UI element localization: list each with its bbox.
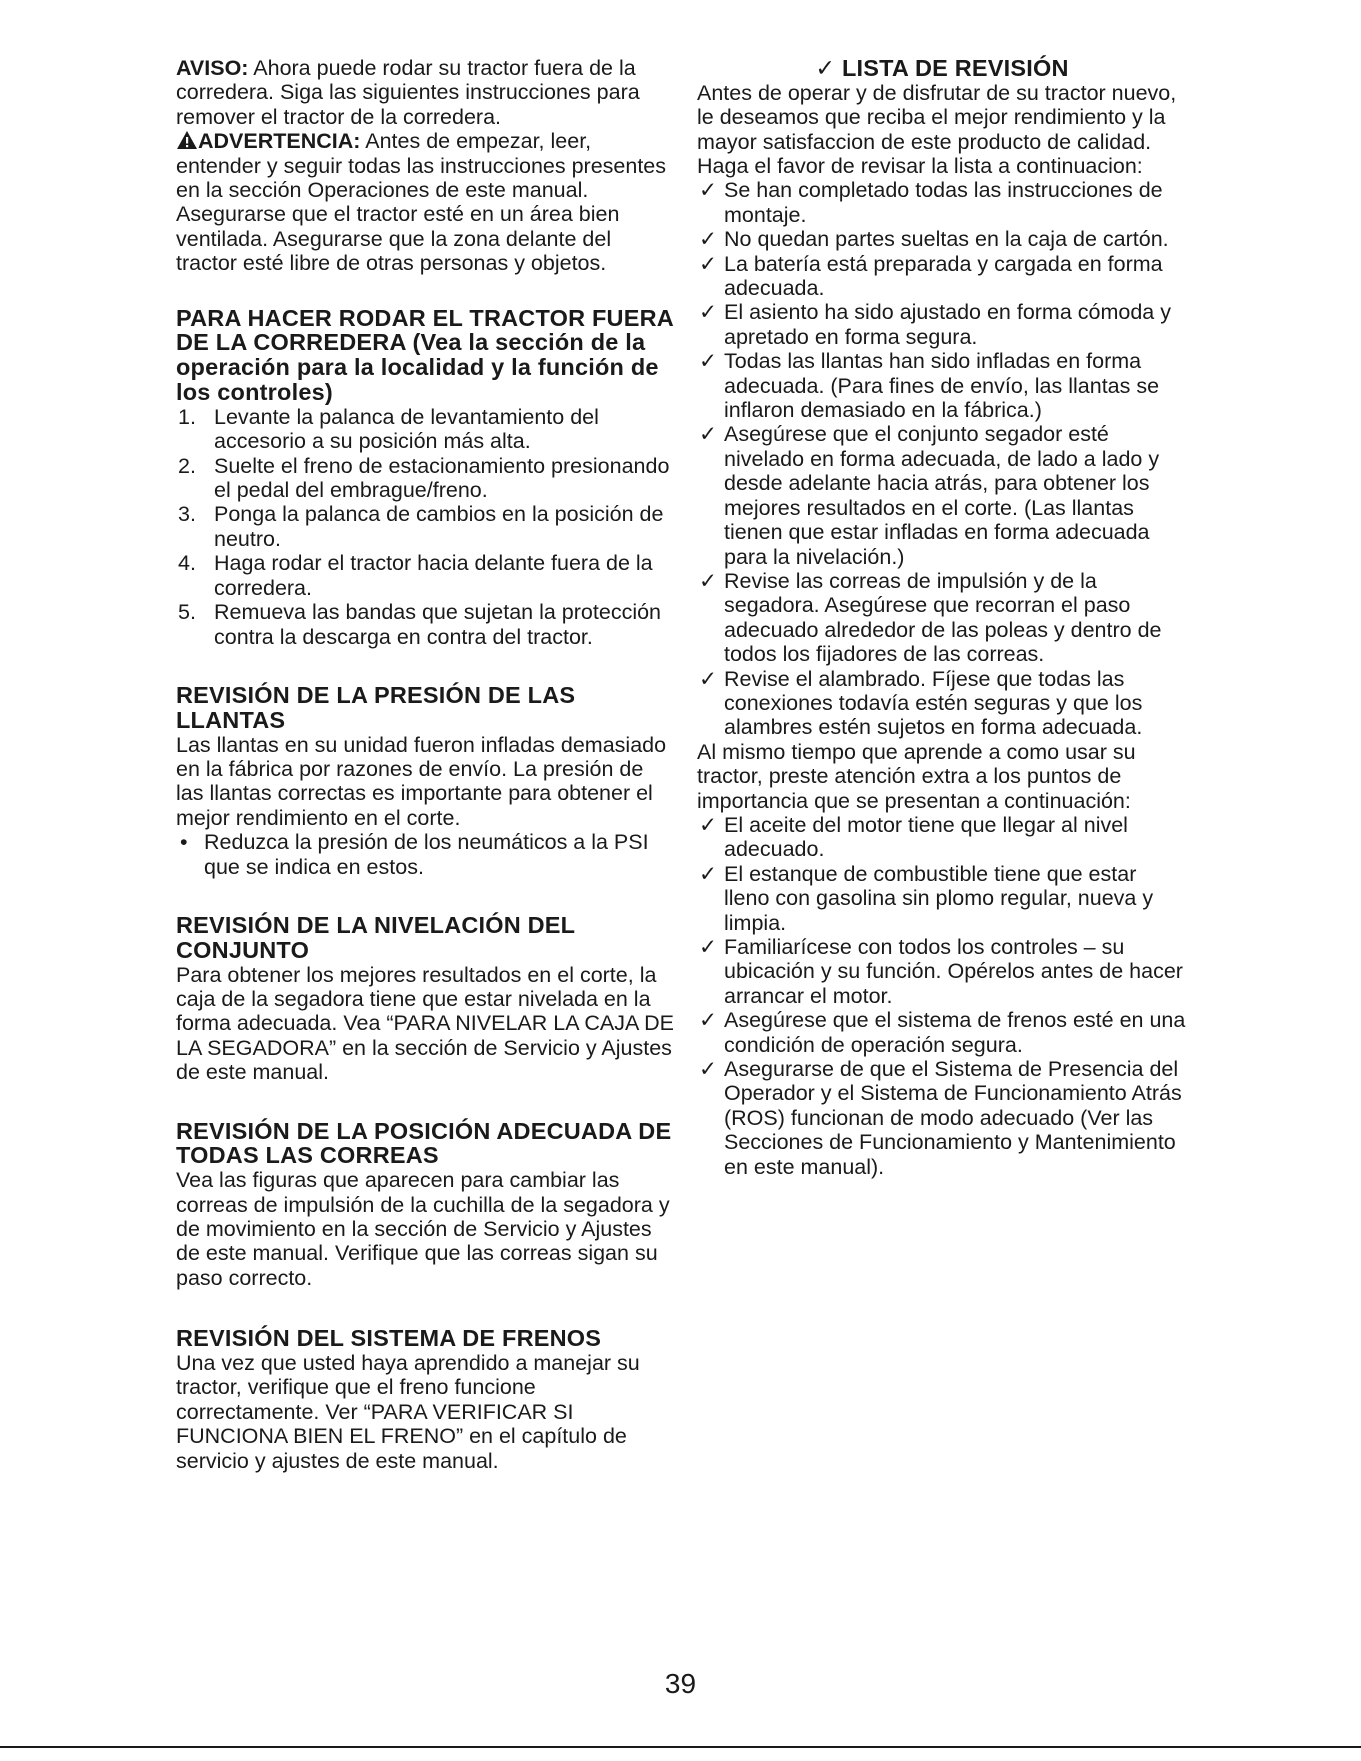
section-rodar	[176, 306, 676, 649]
aviso-paragraph	[176, 56, 676, 129]
step-text: Suelte el freno de estacionamiento presionando el pedal del embrague/freno.	[214, 453, 670, 503]
section-text: Una vez que usted haya aprendido a manejar su tractor, verifique que el freno funcione correctamente. Ver “PARA VERIFICAR SI FUNCIONA BIEN EL FRENO” en el capítulo de servicio y ajustes de este manual.	[176, 1350, 640, 1473]
step-number: 4.	[178, 551, 196, 576]
checklist-item	[697, 569, 1187, 667]
list-item	[176, 551, 676, 600]
left-column	[176, 56, 676, 1473]
check-icon: ✓	[699, 1057, 718, 1082]
checklist-item-text: Revise el alambrado. Fíjese que todas las conexiones todavía estén seguras y que los alambres estén sujetos en forma adecuada.	[724, 666, 1143, 740]
step-number: 1.	[178, 404, 196, 429]
step-number: 2.	[178, 453, 196, 478]
warning-paragraph	[176, 129, 676, 275]
check-icon: ✓	[699, 812, 718, 837]
checklist-item	[697, 300, 1187, 349]
check-icon: ✓	[699, 251, 718, 276]
checklist-intro: Antes de operar y de disfrutar de su tractor nuevo, le deseamos que reciba el mejor rendimiento y la mayor satisfaccion de este producto de calidad.	[697, 80, 1177, 154]
check-icon: ✓	[699, 861, 718, 886]
checklist-item	[697, 422, 1187, 568]
check-icon: ✓	[699, 227, 718, 252]
section-llantas	[176, 683, 676, 879]
checklist-item-text: Todas las llantas han sido infladas en forma adecuada. (Para fines de envío, las llantas se inflaron demasiado en la fábrica.)	[724, 349, 1160, 423]
checklist-item-text: El aceite del motor tiene que llegar al nivel adecuado.	[724, 812, 1128, 862]
warning-text: Antes de empezar, leer, entender y seguir todas las instrucciones presentes en la sección Operaciones de este manual. Asegurarse que el tractor esté en un área bien ventilada. Asegurarse que la zona delante del tractor esté libre de otras personas y objetos.	[176, 129, 666, 276]
checklist-item-text: Revise las correas de impulsión y de la segadora. Asegúrese que recorran el paso adecuado alrededor de las poleas y dentro de todos los fijadores de las correas.	[724, 568, 1162, 667]
checklist-item	[697, 227, 1187, 251]
check-icon: ✓	[699, 935, 718, 960]
section-text: Vea las figuras que aparecen para cambiar las correas de impulsión de la cuchilla de la segadora y de movimiento en la sección de Servicio y Ajustes de este manual. Verifique que las correas sigan su paso correcto.	[176, 1168, 670, 1290]
step-number: 3.	[178, 502, 196, 527]
page-number: 39	[664, 1668, 697, 1699]
check-icon: ✓	[699, 568, 718, 593]
section-heading: REVISIÓN DE LA POSICIÓN ADECUADA DE TODAS LAS CORREAS	[176, 1117, 672, 1169]
bullet-item	[176, 830, 676, 879]
checklist-middle: Al mismo tiempo que aprende a como usar su tractor, preste atención extra a los puntos de importancia que se presentan a continuación:	[697, 739, 1136, 813]
list-item	[176, 502, 676, 551]
checklist-title: LISTA DE REVISIÓN	[841, 55, 1069, 81]
check-icon: ✓	[699, 349, 718, 374]
list-item	[176, 405, 676, 454]
checklist-item	[697, 935, 1187, 1008]
check-icon: ✓	[699, 300, 718, 325]
checklist-item-text: Asegúrese que el sistema de frenos esté en una condición de operación segura.	[724, 1008, 1186, 1057]
step-text: Ponga la palanca de cambios en la posición de neutro.	[214, 502, 664, 551]
bullet-symbol: •	[180, 830, 188, 855]
checklist-intro-2: Haga el favor de revisar la lista a continuacion:	[697, 154, 1143, 179]
list-item	[176, 454, 676, 503]
warning-triangle-icon	[176, 130, 198, 150]
section-heading: PARA HACER RODAR EL TRACTOR FUERA DE LA CORREDERA (Vea la sección de la operación para la localidad y la función de los controles)	[176, 304, 674, 406]
checklist-item	[697, 862, 1187, 935]
section-nivelacion	[176, 913, 676, 1085]
list-item	[176, 600, 676, 649]
step-text: Remueva las bandas que sujetan la protección contra la descarga en contra del tractor.	[214, 600, 662, 649]
checklist-group-1	[697, 178, 1187, 739]
checklist-heading	[697, 56, 1187, 81]
check-icon: ✓	[815, 55, 836, 81]
checklist-item-text: Asegurarse de que el Sistema de Presencia del Operador y el Sistema de Funcionamiento Atrás (ROS) funcionan de modo adecuado (Ver las Secciones de Funcionamiento y Mantenimiento en este manual).	[724, 1057, 1182, 1179]
step-number: 5.	[178, 600, 196, 625]
bullet-text: Reduzca la presión de los neumáticos a la PSI que se indica en estos.	[204, 830, 649, 879]
check-icon: ✓	[699, 422, 718, 447]
checklist-item	[697, 1057, 1187, 1179]
check-icon: ✓	[699, 178, 718, 203]
checklist-item-text: Familiarícese con todos los controles – su ubicación y su función. Opérelos antes de hacer arrancar el motor.	[724, 935, 1183, 1008]
section-heading: REVISIÓN DE LA NIVELACIÓN DEL CONJUNTO	[176, 911, 575, 963]
section-correas	[176, 1119, 676, 1291]
section-text: Las llantas en su unidad fueron infladas demasiado en la fábrica por razones de envío. La presión de las llantas correctas es importante para obtener el mejor rendimiento en el corte.	[176, 732, 667, 830]
check-icon: ✓	[699, 666, 718, 691]
checklist-item	[697, 178, 1187, 227]
section-heading: REVISIÓN DE LA PRESIÓN DE LAS LLANTAS	[176, 681, 576, 733]
step-text: Levante la palanca de levantamiento del accesorio a su posición más alta.	[214, 404, 599, 454]
checklist-item-text: La batería está preparada y cargada en forma adecuada.	[724, 251, 1163, 301]
checklist-item	[697, 667, 1187, 740]
bottom-rule	[0, 1746, 1361, 1748]
check-icon: ✓	[699, 1008, 718, 1033]
checklist-group-2	[697, 813, 1187, 1179]
aviso-label: AVISO:	[176, 56, 249, 80]
warning-label: ADVERTENCIA:	[198, 129, 361, 154]
step-text: Haga rodar el tractor hacia delante fuera de la corredera.	[214, 551, 653, 600]
checklist-item-text: No quedan partes sueltas en la caja de cartón.	[724, 227, 1169, 252]
section-heading: REVISIÓN DEL SISTEMA DE FRENOS	[176, 1325, 602, 1352]
steps-list	[176, 405, 676, 649]
checklist-item-text: Se han completado todas las instrucciones de montaje.	[724, 178, 1163, 227]
section-text: Para obtener los mejores resultados en el corte, la caja de la segadora tiene que estar nivelada en la forma adecuada. Vea “PARA NIVELAR LA CAJA DE LA SEGADORA” en la sección de Servicio y Ajustes de este manual.	[176, 962, 674, 1085]
section-frenos	[176, 1326, 676, 1473]
checklist-item-text: Asegúrese que el conjunto segador esté nivelado en forma adecuada, de lado a lado y desde adelante hacia atrás, para obtener los mejores resultados en el corte. (Las llantas tienen que estar infladas en forma adecuada para la nivelación.)	[724, 422, 1160, 569]
checklist-item-text: El asiento ha sido ajustado en forma cómoda y apretado en forma segura.	[724, 300, 1171, 349]
checklist-item	[697, 349, 1187, 422]
checklist-item-text: El estanque de combustible tiene que estar lleno con gasolina sin plomo regular, nueva y limpia.	[724, 861, 1154, 935]
checklist-item	[697, 252, 1187, 301]
checklist-item	[697, 813, 1187, 862]
right-column	[697, 56, 1187, 1179]
checklist-item	[697, 1008, 1187, 1057]
aviso-text: Ahora puede rodar su tractor fuera de la corredera. Siga las siguientes instrucciones para remover el tractor de la corredera.	[176, 56, 640, 129]
